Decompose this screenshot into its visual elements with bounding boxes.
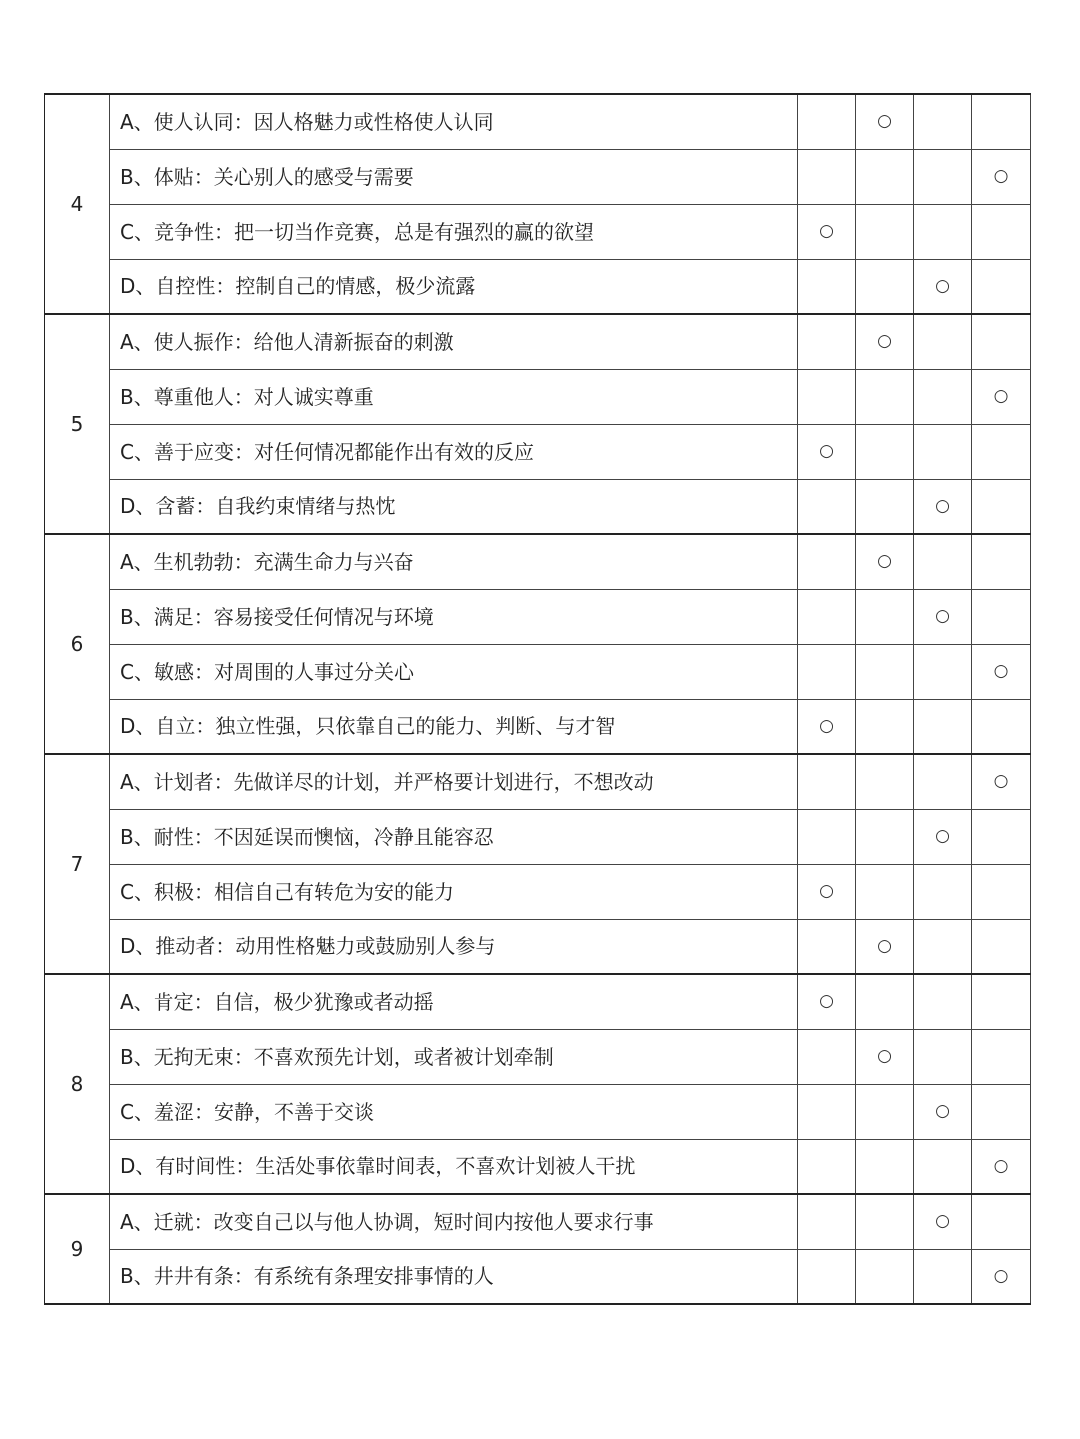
empty-mark-cell[interactable] bbox=[798, 259, 856, 314]
empty-mark-cell[interactable] bbox=[914, 424, 972, 479]
empty-mark-cell[interactable] bbox=[914, 1139, 972, 1194]
circle-mark-icon: ○ bbox=[935, 1211, 950, 1232]
empty-mark-cell[interactable] bbox=[914, 369, 972, 424]
empty-mark-cell[interactable] bbox=[856, 589, 914, 644]
question-row bbox=[45, 644, 1031, 699]
empty-mark-cell[interactable] bbox=[856, 864, 914, 919]
empty-mark-cell[interactable] bbox=[972, 94, 1031, 149]
option-text: B、井井有条：有系统有条理安排事情的人 bbox=[110, 1249, 798, 1304]
empty-mark-cell[interactable] bbox=[972, 864, 1031, 919]
empty-mark-cell[interactable] bbox=[798, 369, 856, 424]
question-number: 6 bbox=[45, 534, 110, 754]
selected-mark-cell[interactable] bbox=[972, 1249, 1031, 1304]
empty-mark-cell[interactable] bbox=[856, 479, 914, 534]
option-text: A、迁就：改变自己以与他人协调，短时间内按他人要求行事 bbox=[110, 1194, 798, 1249]
selected-mark-cell[interactable] bbox=[914, 259, 972, 314]
circle-mark-icon: ○ bbox=[819, 221, 834, 241]
selected-mark-cell[interactable] bbox=[798, 864, 856, 919]
circle-mark-icon: ○ bbox=[935, 1101, 950, 1121]
empty-mark-cell[interactable] bbox=[972, 534, 1031, 589]
question-row bbox=[45, 1084, 1031, 1139]
selected-mark-cell[interactable] bbox=[914, 1194, 972, 1249]
empty-mark-cell[interactable] bbox=[972, 1084, 1031, 1139]
option-text: D、含蓄：自我约束情绪与热忱 bbox=[110, 479, 798, 534]
option-text: C、羞涩：安静，不善于交谈 bbox=[110, 1084, 798, 1139]
circle-mark-icon: ○ bbox=[877, 111, 892, 132]
empty-mark-cell[interactable] bbox=[856, 1084, 914, 1139]
option-text: B、无拘无束：不喜欢预先计划，或者被计划牵制 bbox=[110, 1029, 798, 1084]
question-row bbox=[45, 809, 1031, 864]
empty-mark-cell[interactable] bbox=[914, 974, 972, 1029]
empty-mark-cell[interactable] bbox=[798, 1029, 856, 1084]
selected-mark-cell[interactable] bbox=[972, 1139, 1031, 1194]
question-row bbox=[45, 94, 1031, 149]
circle-mark-icon: ○ bbox=[993, 771, 1009, 792]
question-row bbox=[45, 1139, 1031, 1194]
circle-mark-icon: ○ bbox=[877, 331, 892, 352]
empty-mark-cell[interactable] bbox=[972, 919, 1031, 974]
question-row bbox=[45, 314, 1031, 369]
option-text: B、体贴：关心别人的感受与需要 bbox=[110, 149, 798, 204]
empty-mark-cell[interactable] bbox=[972, 424, 1031, 479]
empty-mark-cell[interactable] bbox=[972, 259, 1031, 314]
empty-mark-cell[interactable] bbox=[914, 534, 972, 589]
selected-mark-cell[interactable] bbox=[856, 94, 914, 149]
empty-mark-cell[interactable] bbox=[856, 644, 914, 699]
empty-mark-cell[interactable] bbox=[972, 204, 1031, 259]
circle-mark-icon: ○ bbox=[819, 991, 834, 1012]
option-text: A、生机勃勃：充满生命力与兴奋 bbox=[110, 534, 798, 589]
selected-mark-cell[interactable] bbox=[856, 534, 914, 589]
empty-mark-cell[interactable] bbox=[972, 1029, 1031, 1084]
empty-mark-cell[interactable] bbox=[798, 1249, 856, 1304]
option-text: D、自立：独立性强，只依靠自己的能力、判断、与才智 bbox=[110, 699, 798, 754]
circle-mark-icon: ○ bbox=[935, 826, 950, 846]
question-row bbox=[45, 1194, 1031, 1249]
circle-mark-icon: ○ bbox=[877, 551, 892, 572]
empty-mark-cell[interactable] bbox=[914, 314, 972, 369]
empty-mark-cell[interactable] bbox=[798, 809, 856, 864]
question-row bbox=[45, 699, 1031, 754]
circle-mark-icon: ○ bbox=[935, 275, 950, 296]
option-text: A、使人振作：给他人清新振奋的刺激 bbox=[110, 314, 798, 369]
option-text: D、自控性：控制自己的情感，极少流露 bbox=[110, 259, 798, 314]
selected-mark-cell[interactable] bbox=[972, 149, 1031, 204]
selected-mark-cell[interactable] bbox=[856, 1029, 914, 1084]
empty-mark-cell[interactable] bbox=[914, 94, 972, 149]
question-row bbox=[45, 864, 1031, 919]
question-row bbox=[45, 369, 1031, 424]
empty-mark-cell[interactable] bbox=[856, 369, 914, 424]
option-text: A、使人认同：因人格魅力或性格使人认同 bbox=[110, 94, 798, 149]
question-row bbox=[45, 479, 1031, 534]
empty-mark-cell[interactable] bbox=[856, 809, 914, 864]
selected-mark-cell[interactable] bbox=[914, 589, 972, 644]
empty-mark-cell[interactable] bbox=[798, 754, 856, 809]
question-number: 4 bbox=[45, 94, 110, 314]
circle-mark-icon: ○ bbox=[935, 495, 950, 516]
empty-mark-cell[interactable] bbox=[856, 1249, 914, 1304]
circle-mark-icon: ○ bbox=[819, 441, 834, 461]
selected-mark-cell[interactable] bbox=[914, 1084, 972, 1139]
question-row bbox=[45, 919, 1031, 974]
empty-mark-cell[interactable] bbox=[798, 1139, 856, 1194]
empty-mark-cell[interactable] bbox=[856, 149, 914, 204]
circle-mark-icon: ○ bbox=[993, 166, 1009, 186]
question-row bbox=[45, 974, 1031, 1029]
question-number: 9 bbox=[45, 1194, 110, 1304]
selected-mark-cell[interactable] bbox=[798, 204, 856, 259]
empty-mark-cell[interactable] bbox=[914, 1029, 972, 1084]
circle-mark-icon: ○ bbox=[877, 935, 892, 956]
option-text: A、计划者：先做详尽的计划，并严格要计划进行，不想改动 bbox=[110, 754, 798, 809]
option-text: C、敏感：对周围的人事过分关心 bbox=[110, 644, 798, 699]
option-text: B、尊重他人：对人诚实尊重 bbox=[110, 369, 798, 424]
empty-mark-cell[interactable] bbox=[798, 314, 856, 369]
empty-mark-cell[interactable] bbox=[972, 1194, 1031, 1249]
selected-mark-cell[interactable] bbox=[914, 809, 972, 864]
empty-mark-cell[interactable] bbox=[972, 314, 1031, 369]
empty-mark-cell[interactable] bbox=[798, 644, 856, 699]
option-text: C、善于应变：对任何情况都能作出有效的反应 bbox=[110, 424, 798, 479]
empty-mark-cell[interactable] bbox=[914, 864, 972, 919]
empty-mark-cell[interactable] bbox=[972, 809, 1031, 864]
empty-mark-cell[interactable] bbox=[914, 1249, 972, 1304]
empty-mark-cell[interactable] bbox=[914, 699, 972, 754]
selected-mark-cell[interactable] bbox=[856, 919, 914, 974]
option-text: D、推动者：动用性格魅力或鼓励别人参与 bbox=[110, 919, 798, 974]
personality-questionnaire-table bbox=[44, 93, 1031, 1305]
selected-mark-cell[interactable] bbox=[798, 424, 856, 479]
empty-mark-cell[interactable] bbox=[914, 149, 972, 204]
empty-mark-cell[interactable] bbox=[914, 204, 972, 259]
question-row bbox=[45, 589, 1031, 644]
question-row bbox=[45, 204, 1031, 259]
empty-mark-cell[interactable] bbox=[856, 1194, 914, 1249]
circle-mark-icon: ○ bbox=[819, 881, 834, 901]
empty-mark-cell[interactable] bbox=[856, 754, 914, 809]
empty-mark-cell[interactable] bbox=[798, 94, 856, 149]
question-number: 5 bbox=[45, 314, 110, 534]
empty-mark-cell[interactable] bbox=[856, 974, 914, 1029]
empty-mark-cell[interactable] bbox=[972, 589, 1031, 644]
empty-mark-cell[interactable] bbox=[972, 974, 1031, 1029]
selected-mark-cell[interactable] bbox=[972, 754, 1031, 809]
empty-mark-cell[interactable] bbox=[798, 1194, 856, 1249]
circle-mark-icon: ○ bbox=[877, 1046, 892, 1066]
empty-mark-cell[interactable] bbox=[914, 919, 972, 974]
empty-mark-cell[interactable] bbox=[856, 1139, 914, 1194]
option-text: C、竞争性：把一切当作竞赛，总是有强烈的赢的欲望 bbox=[110, 204, 798, 259]
question-row bbox=[45, 754, 1031, 809]
option-text: C、积极：相信自己有转危为安的能力 bbox=[110, 864, 798, 919]
empty-mark-cell[interactable] bbox=[856, 699, 914, 754]
question-row bbox=[45, 149, 1031, 204]
circle-mark-icon: ○ bbox=[819, 715, 834, 736]
empty-mark-cell[interactable] bbox=[798, 919, 856, 974]
option-text: B、耐性：不因延误而懊恼，冷静且能容忍 bbox=[110, 809, 798, 864]
option-text: D、有时间性：生活处事依靠时间表，不喜欢计划被人干扰 bbox=[110, 1139, 798, 1194]
question-number: 7 bbox=[45, 754, 110, 974]
question-row bbox=[45, 1249, 1031, 1304]
selected-mark-cell[interactable] bbox=[972, 369, 1031, 424]
empty-mark-cell[interactable] bbox=[914, 644, 972, 699]
empty-mark-cell[interactable] bbox=[798, 589, 856, 644]
question-row bbox=[45, 534, 1031, 589]
empty-mark-cell[interactable] bbox=[798, 149, 856, 204]
empty-mark-cell[interactable] bbox=[798, 479, 856, 534]
empty-mark-cell[interactable] bbox=[856, 424, 914, 479]
option-text: B、满足：容易接受任何情况与环境 bbox=[110, 589, 798, 644]
table-body bbox=[45, 94, 1031, 1304]
circle-mark-icon: ○ bbox=[993, 1265, 1009, 1286]
empty-mark-cell[interactable] bbox=[856, 259, 914, 314]
empty-mark-cell[interactable] bbox=[798, 1084, 856, 1139]
selected-mark-cell[interactable] bbox=[856, 314, 914, 369]
option-text: A、肯定：自信，极少犹豫或者动摇 bbox=[110, 974, 798, 1029]
question-row bbox=[45, 424, 1031, 479]
question-row bbox=[45, 259, 1031, 314]
empty-mark-cell[interactable] bbox=[914, 754, 972, 809]
empty-mark-cell[interactable] bbox=[798, 534, 856, 589]
empty-mark-cell[interactable] bbox=[972, 479, 1031, 534]
question-number: 8 bbox=[45, 974, 110, 1194]
circle-mark-icon: ○ bbox=[993, 1155, 1009, 1176]
question-row bbox=[45, 1029, 1031, 1084]
empty-mark-cell[interactable] bbox=[972, 699, 1031, 754]
selected-mark-cell[interactable] bbox=[798, 974, 856, 1029]
selected-mark-cell[interactable] bbox=[914, 479, 972, 534]
circle-mark-icon: ○ bbox=[993, 661, 1009, 681]
circle-mark-icon: ○ bbox=[993, 386, 1009, 406]
empty-mark-cell[interactable] bbox=[856, 204, 914, 259]
selected-mark-cell[interactable] bbox=[972, 644, 1031, 699]
circle-mark-icon: ○ bbox=[935, 606, 950, 626]
selected-mark-cell[interactable] bbox=[798, 699, 856, 754]
